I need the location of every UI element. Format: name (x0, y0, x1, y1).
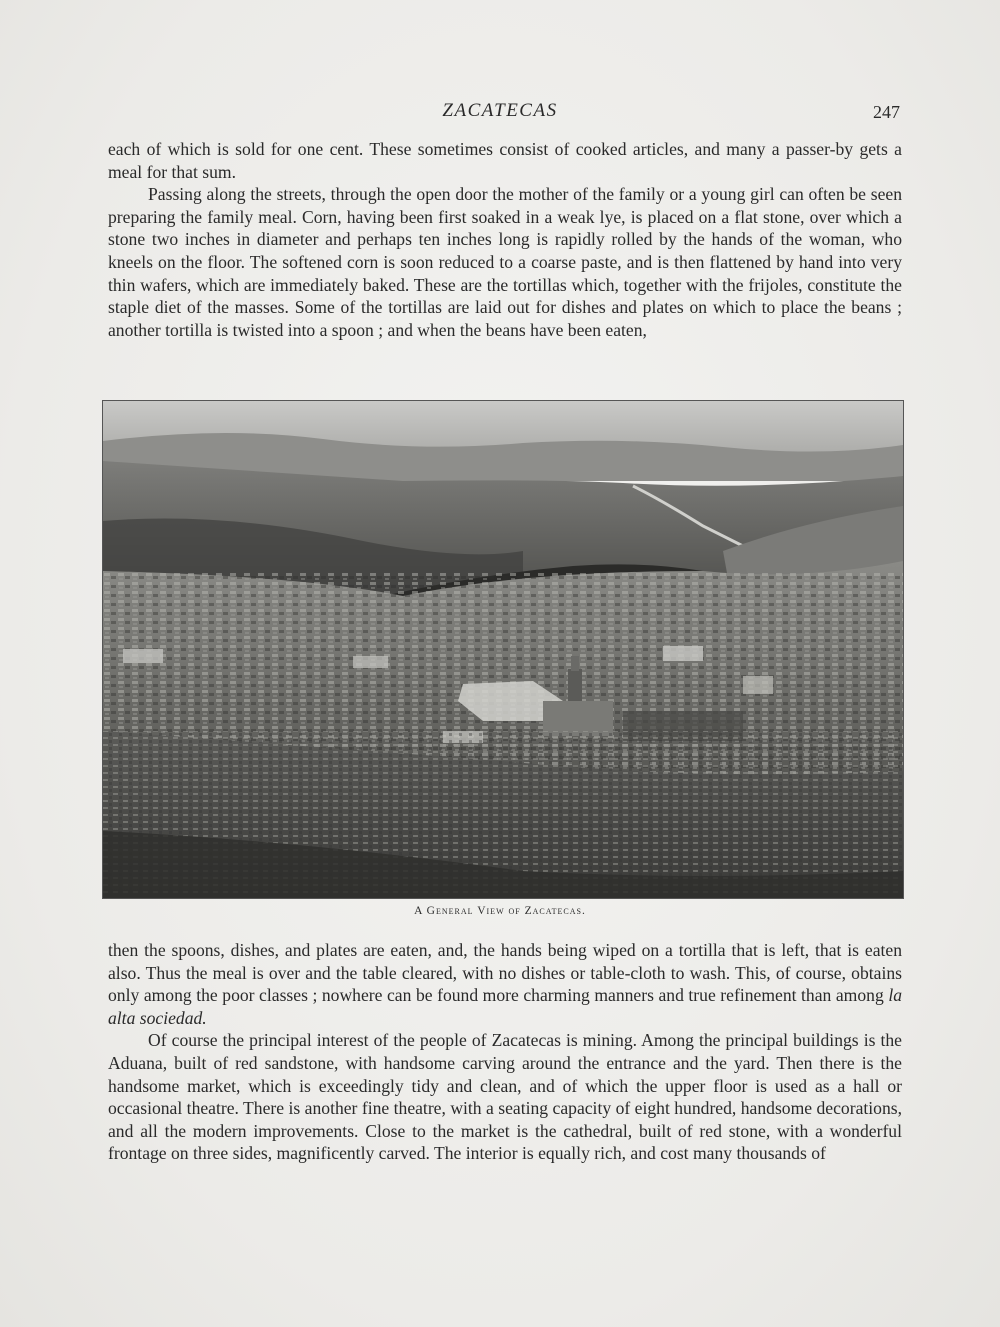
page-number: 247 (873, 102, 900, 122)
running-header (0, 100, 1000, 124)
city-view-image (103, 401, 903, 898)
body-text-top (108, 138, 902, 341)
italic-phrase: la alta sociedad. (108, 985, 902, 1028)
paragraph: Passing along the streets, through the open door the mother of the family or a young girl can often be seen preparing the family meal. Corn, having been first soaked in a weak lye, is placed on a flat stone, over which a stone two inches in diameter and perhaps ten inches long is rapidly rolled by the hands of the woman, who kneels on the floor. The softened corn is soon reduced to a coarse paste, and is then flattened by hand into very thin wafers, which are immediately baked. These are the tortillas which, together with the frijoles, constitute the staple diet of the masses. Some of the tortillas are laid out for dishes and plates on which to place the beans ; another tortilla is twisted into a spoon ; and when the beans have been eaten, (108, 184, 902, 340)
figure-caption: A General View of Zacatecas. (414, 905, 586, 917)
body-text-bottom (108, 939, 902, 1165)
paragraph-text: then the spoons, dishes, and plates are eaten, and, the hands being wiped on a tortilla that is left, that is eaten also. Thus the meal is over and the table cleared, with no dishes or table-cloth to wash. This, of course, obtains only among the poor classes ; nowhere can be found more charming manners and true refinement than among (108, 940, 902, 1006)
paragraph (108, 939, 902, 1029)
paragraph: Of course the principal interest of the people of Zacatecas is mining. Among the principal buildings is the Aduana, built of red sandstone, with handsome carving around the entrance and the yard. Then there is the handsome market, which is exceedingly tidy and clean, and of which the upper floor is used as a hall or occasional theatre. There is another fine theatre, with a seating capacity of eight hundred, handsome decorations, and all the modern improvements. Close to the market is the cathedral, built of red stone, with a wonderful frontage on three sides, magnificently carved. The interior is equally rich, and cost many thousands of (108, 1030, 902, 1164)
paragraph: each of which is sold for one cent. These sometimes consist of cooked articles, and many a passer-by gets a meal for that sum. (108, 139, 902, 182)
running-title: ZACATECAS (442, 100, 558, 121)
photograph-zacatecas-panorama (102, 400, 904, 899)
